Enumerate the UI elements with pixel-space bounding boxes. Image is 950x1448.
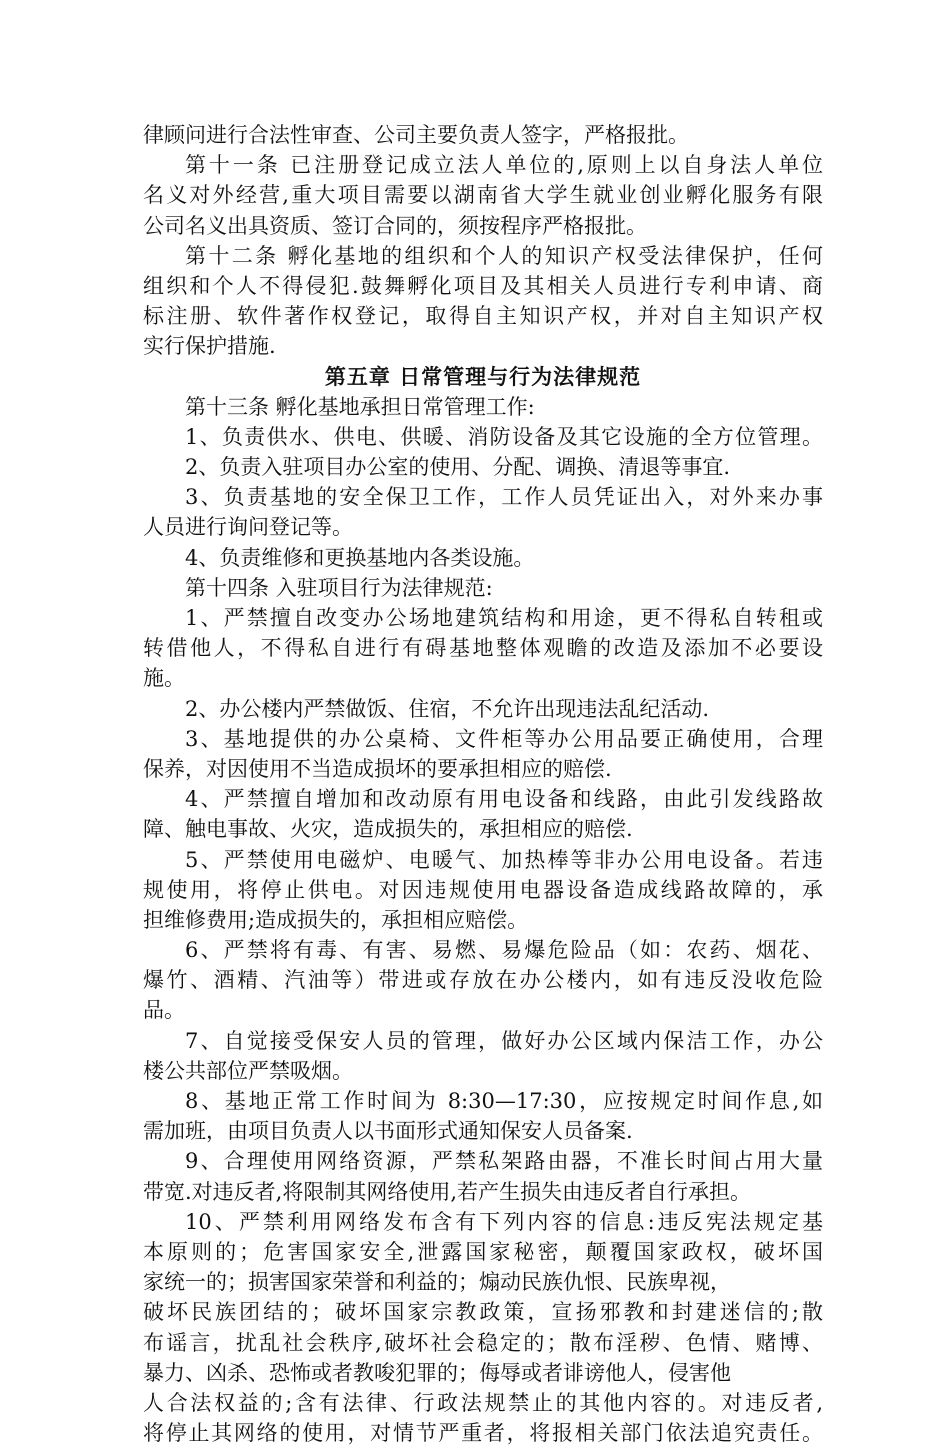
text-line: 障、触电事故、火灾，造成损失的，承担相应的赔偿. <box>143 817 633 842</box>
text-line: 公司名义出具资质、签订合同的，须按程序严格报批。 <box>143 213 647 238</box>
text-line: 施。 <box>143 666 185 691</box>
text-line: 家统一的；损害国家荣誉和利益的；煽动民族仇恨、民族卑视， <box>143 1270 731 1295</box>
list-item: 1、负责供水、供电、供暖、消防设备及其它设施的全方位管理。 <box>185 424 823 449</box>
text-line: 组织和个人不得侵犯.鼓舞孵化项目及其相关人员进行专利申请、商 <box>143 273 823 298</box>
text-line: 转借他人，不得私自进行有碍基地整体观瞻的改造及添加不必要设 <box>143 636 823 661</box>
article-13-line: 第十三条 孵化基地承担日常管理工作: <box>185 394 535 419</box>
list-item: 2、办公楼内严禁做饭、住宿，不允许出现违法乱纪活动. <box>185 696 710 721</box>
text-line: 规使用，将停止供电。对因违规使用电器设备造成线路故障的，承 <box>143 877 823 902</box>
text-line: 带宽.对违反者,将限制其网络使用,若产生损失由违反者自行承担。 <box>143 1179 752 1204</box>
text-line: 破坏民族团结的；破坏国家宗教政策，宣扬邪教和封建迷信的;散 <box>143 1300 823 1325</box>
text-line: 担维修费用;造成损失的，承担相应赔偿。 <box>143 907 529 932</box>
list-item: 2、负责入驻项目办公室的使用、分配、调换、清退等事宜. <box>185 455 731 480</box>
list-item: 4、严禁擅自增加和改动原有用电设备和线路，由此引发线路故 <box>185 787 823 812</box>
chapter-heading: 第五章 日常管理与行为法律规范 <box>324 364 642 389</box>
document-body <box>143 120 823 1448</box>
list-item: 9、合理使用网络资源，严禁私架路由器，不准长时间占用大量 <box>185 1149 823 1174</box>
text-line: 本原则的；危害国家安全,泄露国家秘密，颠覆国家政权，破坏国 <box>143 1239 823 1264</box>
list-item: 5、严禁使用电磁炉、电暖气、加热棒等非办公用电设备。若违 <box>185 847 823 872</box>
article-14-line: 第十四条 入驻项目行为法律规范: <box>185 575 493 600</box>
list-item: 7、自觉接受保安人员的管理，做好办公区域内保洁工作，办公 <box>185 1028 823 1053</box>
list-item: 8、基地正常工作时间为 8:30—17:30，应按规定时间作息,如 <box>185 1089 823 1113</box>
text-line: 布谣言，扰乱社会秩序,破坏社会稳定的；散布淫秽、色情、赌博、 <box>143 1330 823 1355</box>
list-item: 1、严禁擅自改变办公场地建筑结构和用途，更不得私自转租或 <box>185 606 823 630</box>
text-line: 名义对外经营,重大项目需要以湖南省大学生就业创业孵化服务有限 <box>143 183 823 208</box>
article-11-line: 第十一条 已注册登记成立法人单位的,原则上以自身法人单位 <box>185 153 823 178</box>
text-line: 人员进行询问登记等。 <box>143 515 353 540</box>
text-line: 实行保护措施. <box>143 334 276 359</box>
list-item: 10、严禁利用网络发布含有下列内容的信息:违反宪法规定基 <box>185 1209 823 1234</box>
text-line: 品。 <box>143 998 185 1023</box>
text-line: 人合法权益的;含有法律、行政法规禁止的其他内容的。对违反者, <box>143 1390 823 1415</box>
list-item: 3、基地提供的办公桌椅、文件柜等办公用品要正确使用，合理 <box>185 726 823 751</box>
text-line: 需加班，由项目负责人以书面形式通知保安人员备案. <box>143 1119 633 1144</box>
text-line: 律顾问进行合法性审查、公司主要负责人签字，严格报批。 <box>143 123 689 147</box>
text-line: 保养，对因使用不当造成损坏的要承担相应的赔偿. <box>143 756 612 781</box>
text-line: 楼公共部位严禁吸烟。 <box>143 1058 353 1083</box>
list-item: 3、负责基地的安全保卫工作，工作人员凭证出入，对外来办事 <box>185 485 823 510</box>
article-12-line: 第十二条 孵化基地的组织和个人的知识产权受法律保护，任何 <box>185 243 823 268</box>
text-line: 暴力、凶杀、恐怖或者教唆犯罪的；侮辱或者诽谤他人，侵害他 <box>143 1360 731 1385</box>
text-line: 爆竹、酒精、汽油等）带进或存放在办公楼内，如有违反没收危险 <box>143 968 823 993</box>
text-line: 将停止其网络的使用，对情节严重者，将报相关部门依法追究责任。 <box>143 1421 823 1446</box>
list-item: 6、严禁将有毒、有害、易燃、易爆危险品（如：农药、烟花、 <box>185 938 823 963</box>
list-item: 4、负责维修和更换基地内各类设施。 <box>185 545 535 570</box>
text-line: 标注册、软件著作权登记，取得自主知识产权，并对自主知识产权 <box>143 304 823 329</box>
